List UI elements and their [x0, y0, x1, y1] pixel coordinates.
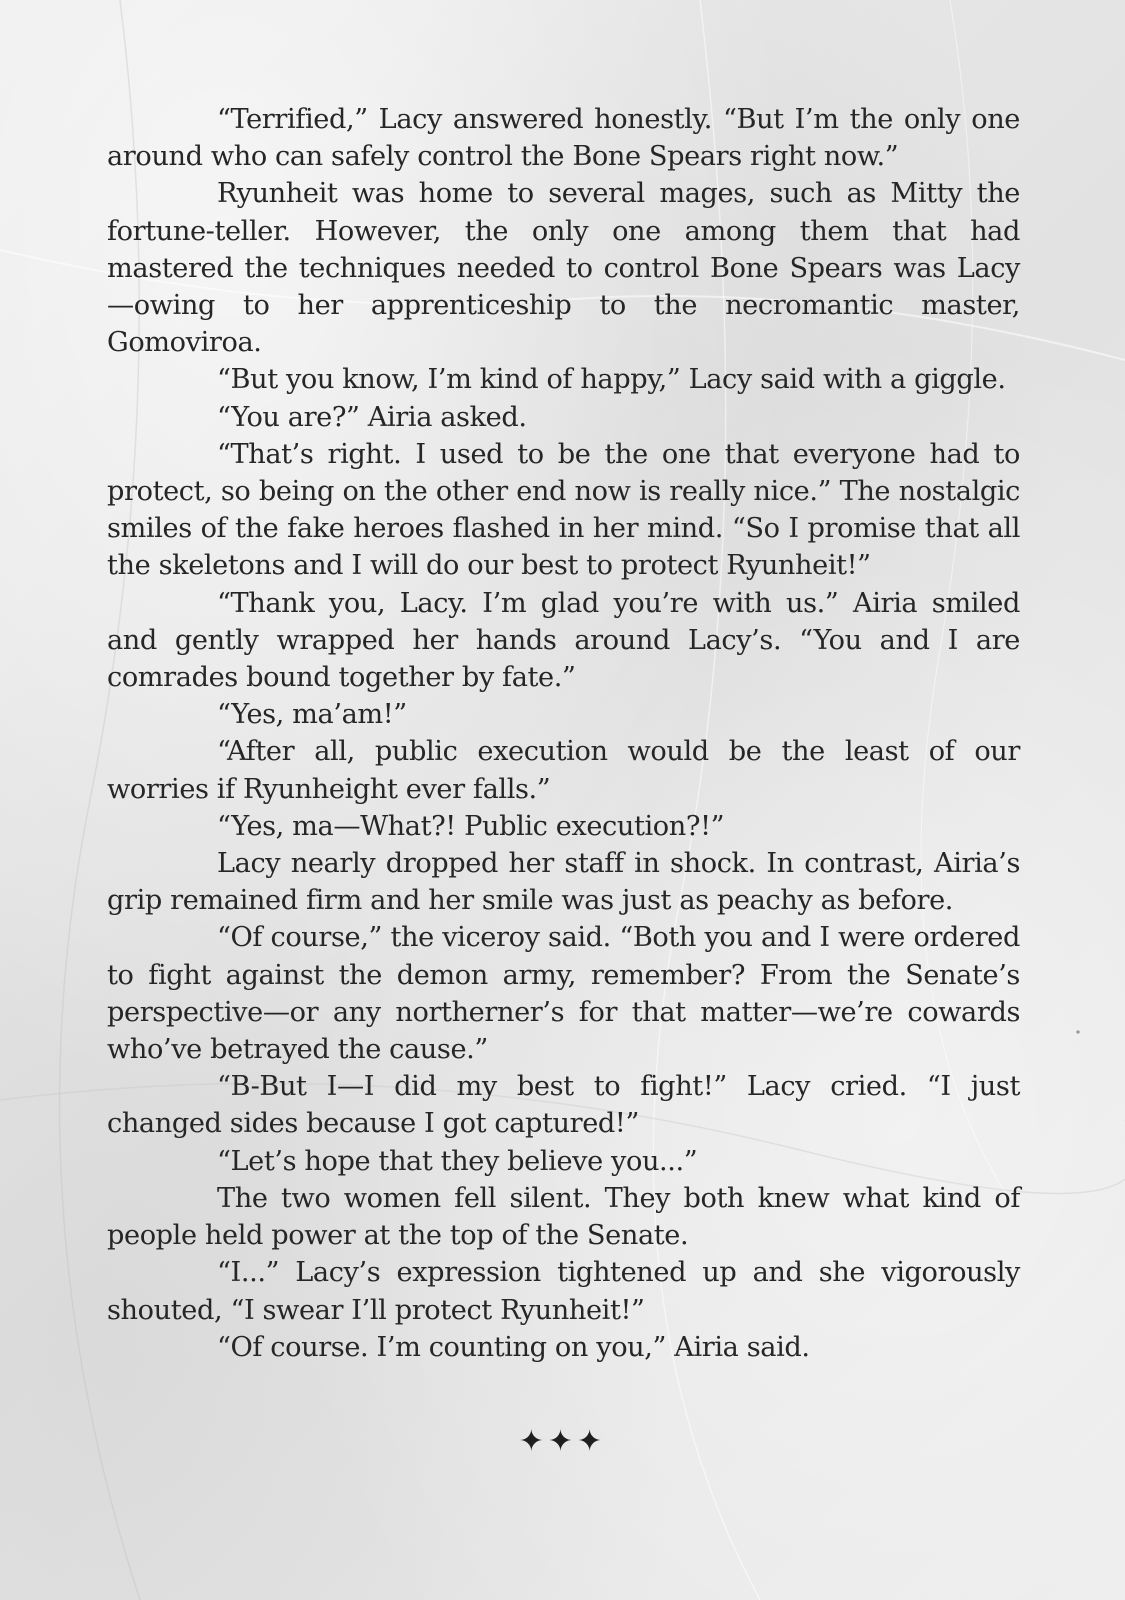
- paragraph: “After all, public execution would be the least of our worries if Ryunheight ever falls.”: [107, 736, 1020, 805]
- paragraph: “Of course,” the viceroy said. “Both you and I were ordered to fight against the demon army, remember? From the Senate’s perspective—or any northerner’s for that matter—we’re cowards who’ve betrayed the cause.”: [107, 922, 1020, 1066]
- paragraph: “Let’s hope that they believe you...”: [217, 1145, 698, 1177]
- paragraph: “But you know, I’m kind of happy,” Lacy said with a giggle.: [217, 364, 1006, 396]
- paragraph: The two women fell silent. They both knew what kind of people held power at the top of the Senate.: [107, 1182, 1020, 1252]
- page-text: [107, 101, 1020, 1366]
- section-break-ornament: ✦✦✦: [518, 1424, 607, 1459]
- paragraph: “You are?” Airia asked.: [217, 401, 527, 433]
- paragraph: Lacy nearly dropped her staff in shock. In contrast, Airia’s grip remained firm and her smile was just as peachy as before.: [107, 848, 1020, 917]
- paragraph: “B-But I—I did my best to fight!” Lacy cried. “I just changed sides because I got captured!”: [107, 1071, 1020, 1140]
- paragraph: “Of course. I’m counting on you,” Airia said.: [217, 1331, 810, 1363]
- paragraph: “Terrified,” Lacy answered honestly. “But I’m the only one around who can safely control the Bone Spears right now.”: [107, 104, 1020, 173]
- paragraph: Ryunheit was home to several mages, such as Mitty the fortune-teller. However, the only one among them that had mastered the techniques needed to control Bone Spears was Lacy—owing to her apprenticeship to the necromantic master, Gomoviroa.: [107, 178, 1020, 359]
- paragraph: “Thank you, Lacy. I’m glad you’re with us.” Airia smiled and gently wrapped her hands around Lacy’s. “You and I are comrades bound together by fate.”: [107, 587, 1020, 694]
- paragraph: “I...” Lacy’s expression tightened up and she vigorously shouted, “I swear I’ll protect Ryunheit!”: [107, 1257, 1020, 1326]
- paragraph: “That’s right. I used to be the one that everyone had to protect, so being on the other end now is really nice.” The nostalgic smiles of the fake heroes flashed in her mind. “So I promise that all the skeletons and I will do our best to protect Ryunheit!”: [107, 438, 1020, 582]
- paragraph: “Yes, ma’am!”: [217, 699, 407, 731]
- paragraph: “Yes, ma—What?! Public execution?!”: [217, 810, 725, 842]
